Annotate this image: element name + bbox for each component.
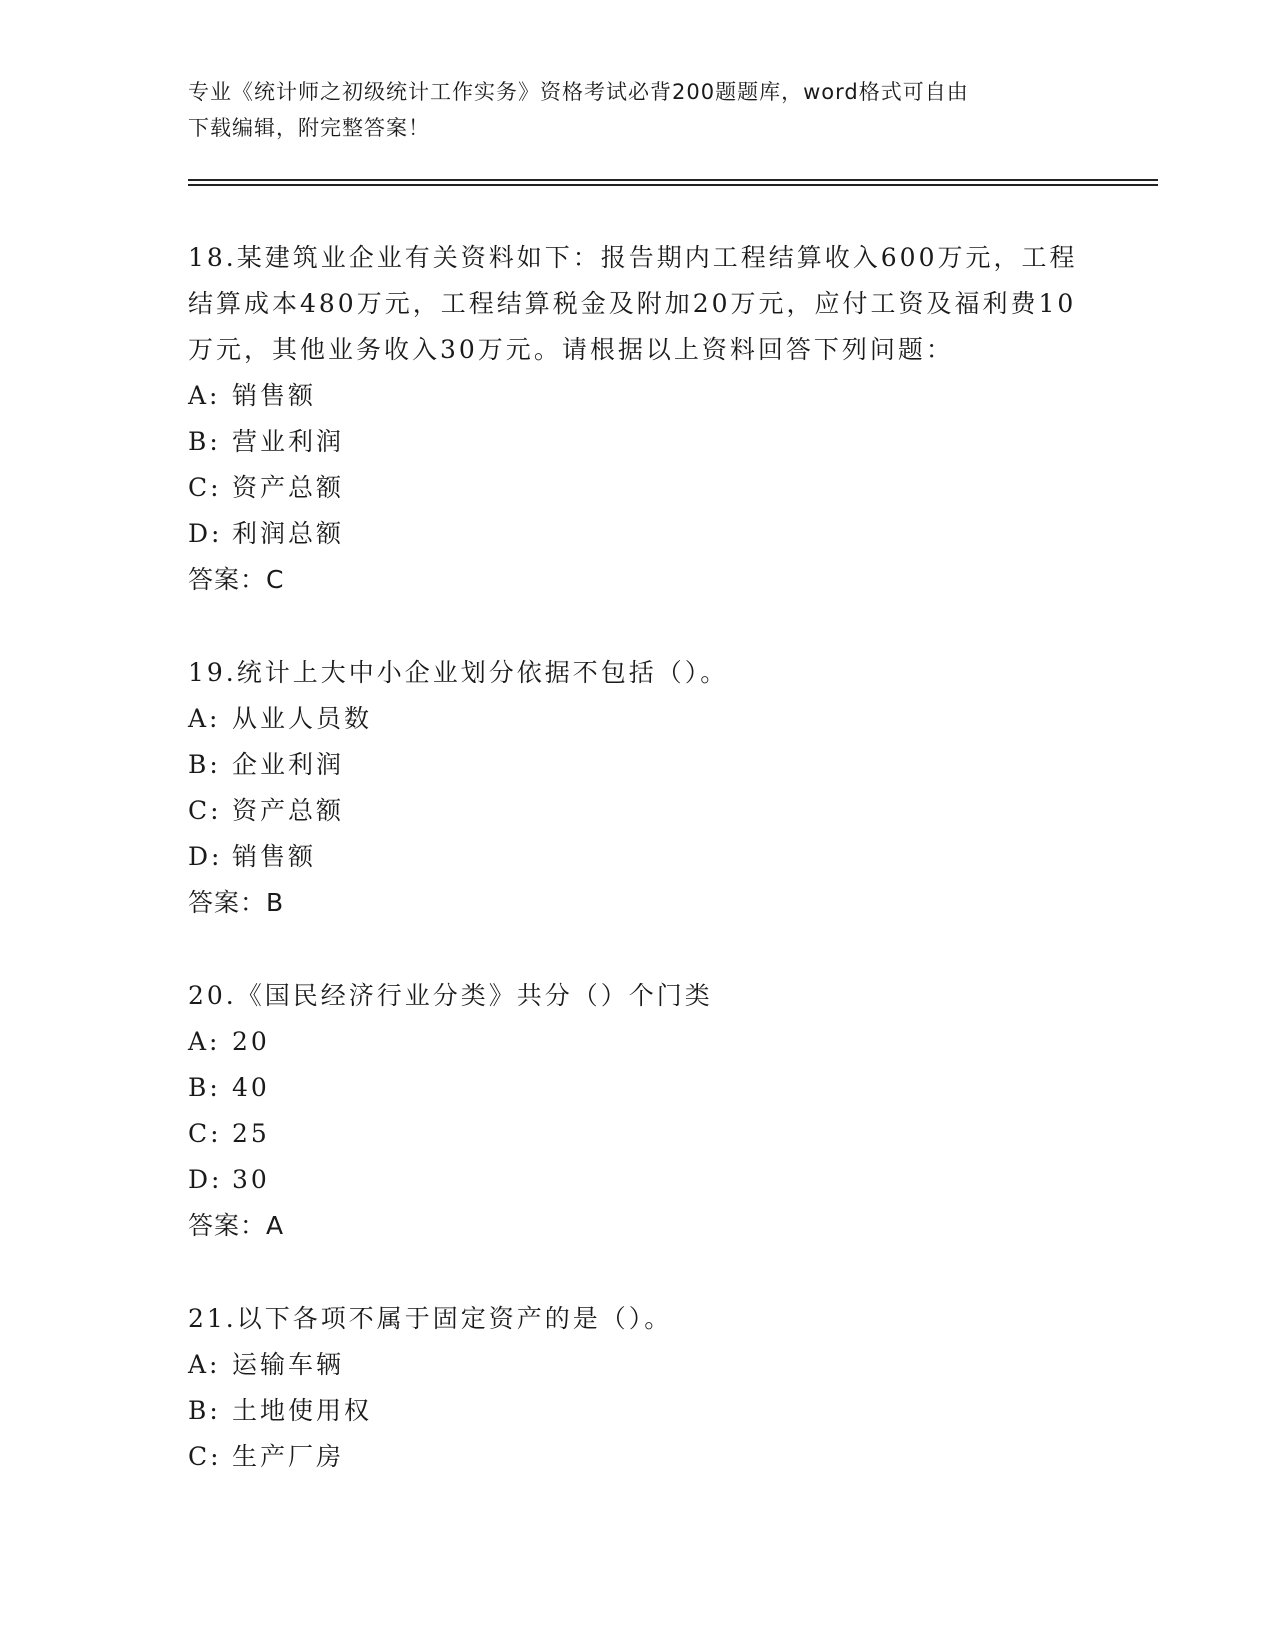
answer-line: 答案：A bbox=[188, 1211, 285, 1240]
option-text: 利润总额 bbox=[232, 519, 345, 548]
question-stem: 19.统计上大中小企业划分依据不包括（）。 bbox=[188, 658, 729, 687]
header-divider-top bbox=[188, 179, 1158, 181]
option-text: 企业利润 bbox=[232, 750, 345, 779]
option-a bbox=[188, 373, 1088, 419]
option-text: 从业人员数 bbox=[232, 704, 373, 733]
option-c bbox=[188, 465, 1088, 511]
option-text: 销售额 bbox=[232, 842, 317, 871]
option-text: 生产厂房 bbox=[232, 1442, 345, 1471]
option-letter: A: bbox=[188, 381, 221, 410]
option-text: 资产总额 bbox=[232, 796, 345, 825]
option-c bbox=[188, 1434, 1088, 1480]
option-a bbox=[188, 696, 1088, 742]
header-line-1: 专业《统计师之初级统计工作实务》资格考试必背200题题库，word格式可自由 bbox=[188, 80, 969, 104]
option-b bbox=[188, 419, 1088, 465]
option-letter: B: bbox=[188, 1396, 221, 1425]
option-letter: D: bbox=[188, 842, 223, 871]
question-list bbox=[188, 235, 1088, 1527]
question-stem: 20.《国民经济行业分类》共分（）个门类 bbox=[188, 981, 713, 1010]
question-stem: 21.以下各项不属于固定资产的是（）。 bbox=[188, 1304, 673, 1333]
option-b bbox=[188, 1065, 1088, 1111]
option-letter: B: bbox=[188, 427, 221, 456]
option-a bbox=[188, 1019, 1088, 1065]
question-21 bbox=[188, 1296, 1088, 1480]
option-letter: C: bbox=[188, 473, 222, 502]
option-text: 运输车辆 bbox=[232, 1350, 345, 1379]
answer-line: 答案：B bbox=[188, 888, 285, 917]
header-line-2: 下载编辑，附完整答案！ bbox=[188, 116, 430, 140]
question-18 bbox=[188, 235, 1088, 603]
option-text: 销售额 bbox=[232, 381, 317, 410]
answer-line: 答案：C bbox=[188, 565, 285, 594]
option-letter: C: bbox=[188, 796, 222, 825]
option-text: 30 bbox=[232, 1165, 270, 1194]
option-letter: D: bbox=[188, 1165, 223, 1194]
option-text: 资产总额 bbox=[232, 473, 345, 502]
document-header bbox=[188, 74, 1068, 146]
option-text: 营业利润 bbox=[232, 427, 345, 456]
question-19 bbox=[188, 650, 1088, 926]
option-d bbox=[188, 834, 1088, 880]
question-20 bbox=[188, 973, 1088, 1249]
option-letter: A: bbox=[188, 1350, 221, 1379]
option-letter: A: bbox=[188, 704, 221, 733]
option-letter: A: bbox=[188, 1027, 221, 1056]
option-text: 25 bbox=[232, 1119, 270, 1148]
option-d bbox=[188, 1157, 1088, 1203]
option-b bbox=[188, 742, 1088, 788]
option-text: 20 bbox=[232, 1027, 270, 1056]
option-a bbox=[188, 1342, 1088, 1388]
option-letter: C: bbox=[188, 1119, 222, 1148]
option-c bbox=[188, 788, 1088, 834]
option-c bbox=[188, 1111, 1088, 1157]
question-stem: 18.某建筑业企业有关资料如下：报告期内工程结算收入600万元，工程结算成本480万元，工程结算税金及附加20万元，应付工资及福利费10万元，其他业务收入30万元。请根据以上资料回答下列问题： bbox=[188, 243, 1078, 364]
option-letter: B: bbox=[188, 750, 221, 779]
option-text: 40 bbox=[232, 1073, 270, 1102]
header-divider-bottom bbox=[188, 184, 1158, 186]
option-letter: C: bbox=[188, 1442, 222, 1471]
option-d bbox=[188, 511, 1088, 557]
option-b bbox=[188, 1388, 1088, 1434]
option-letter: D: bbox=[188, 519, 223, 548]
option-letter: B: bbox=[188, 1073, 221, 1102]
option-text: 土地使用权 bbox=[232, 1396, 373, 1425]
